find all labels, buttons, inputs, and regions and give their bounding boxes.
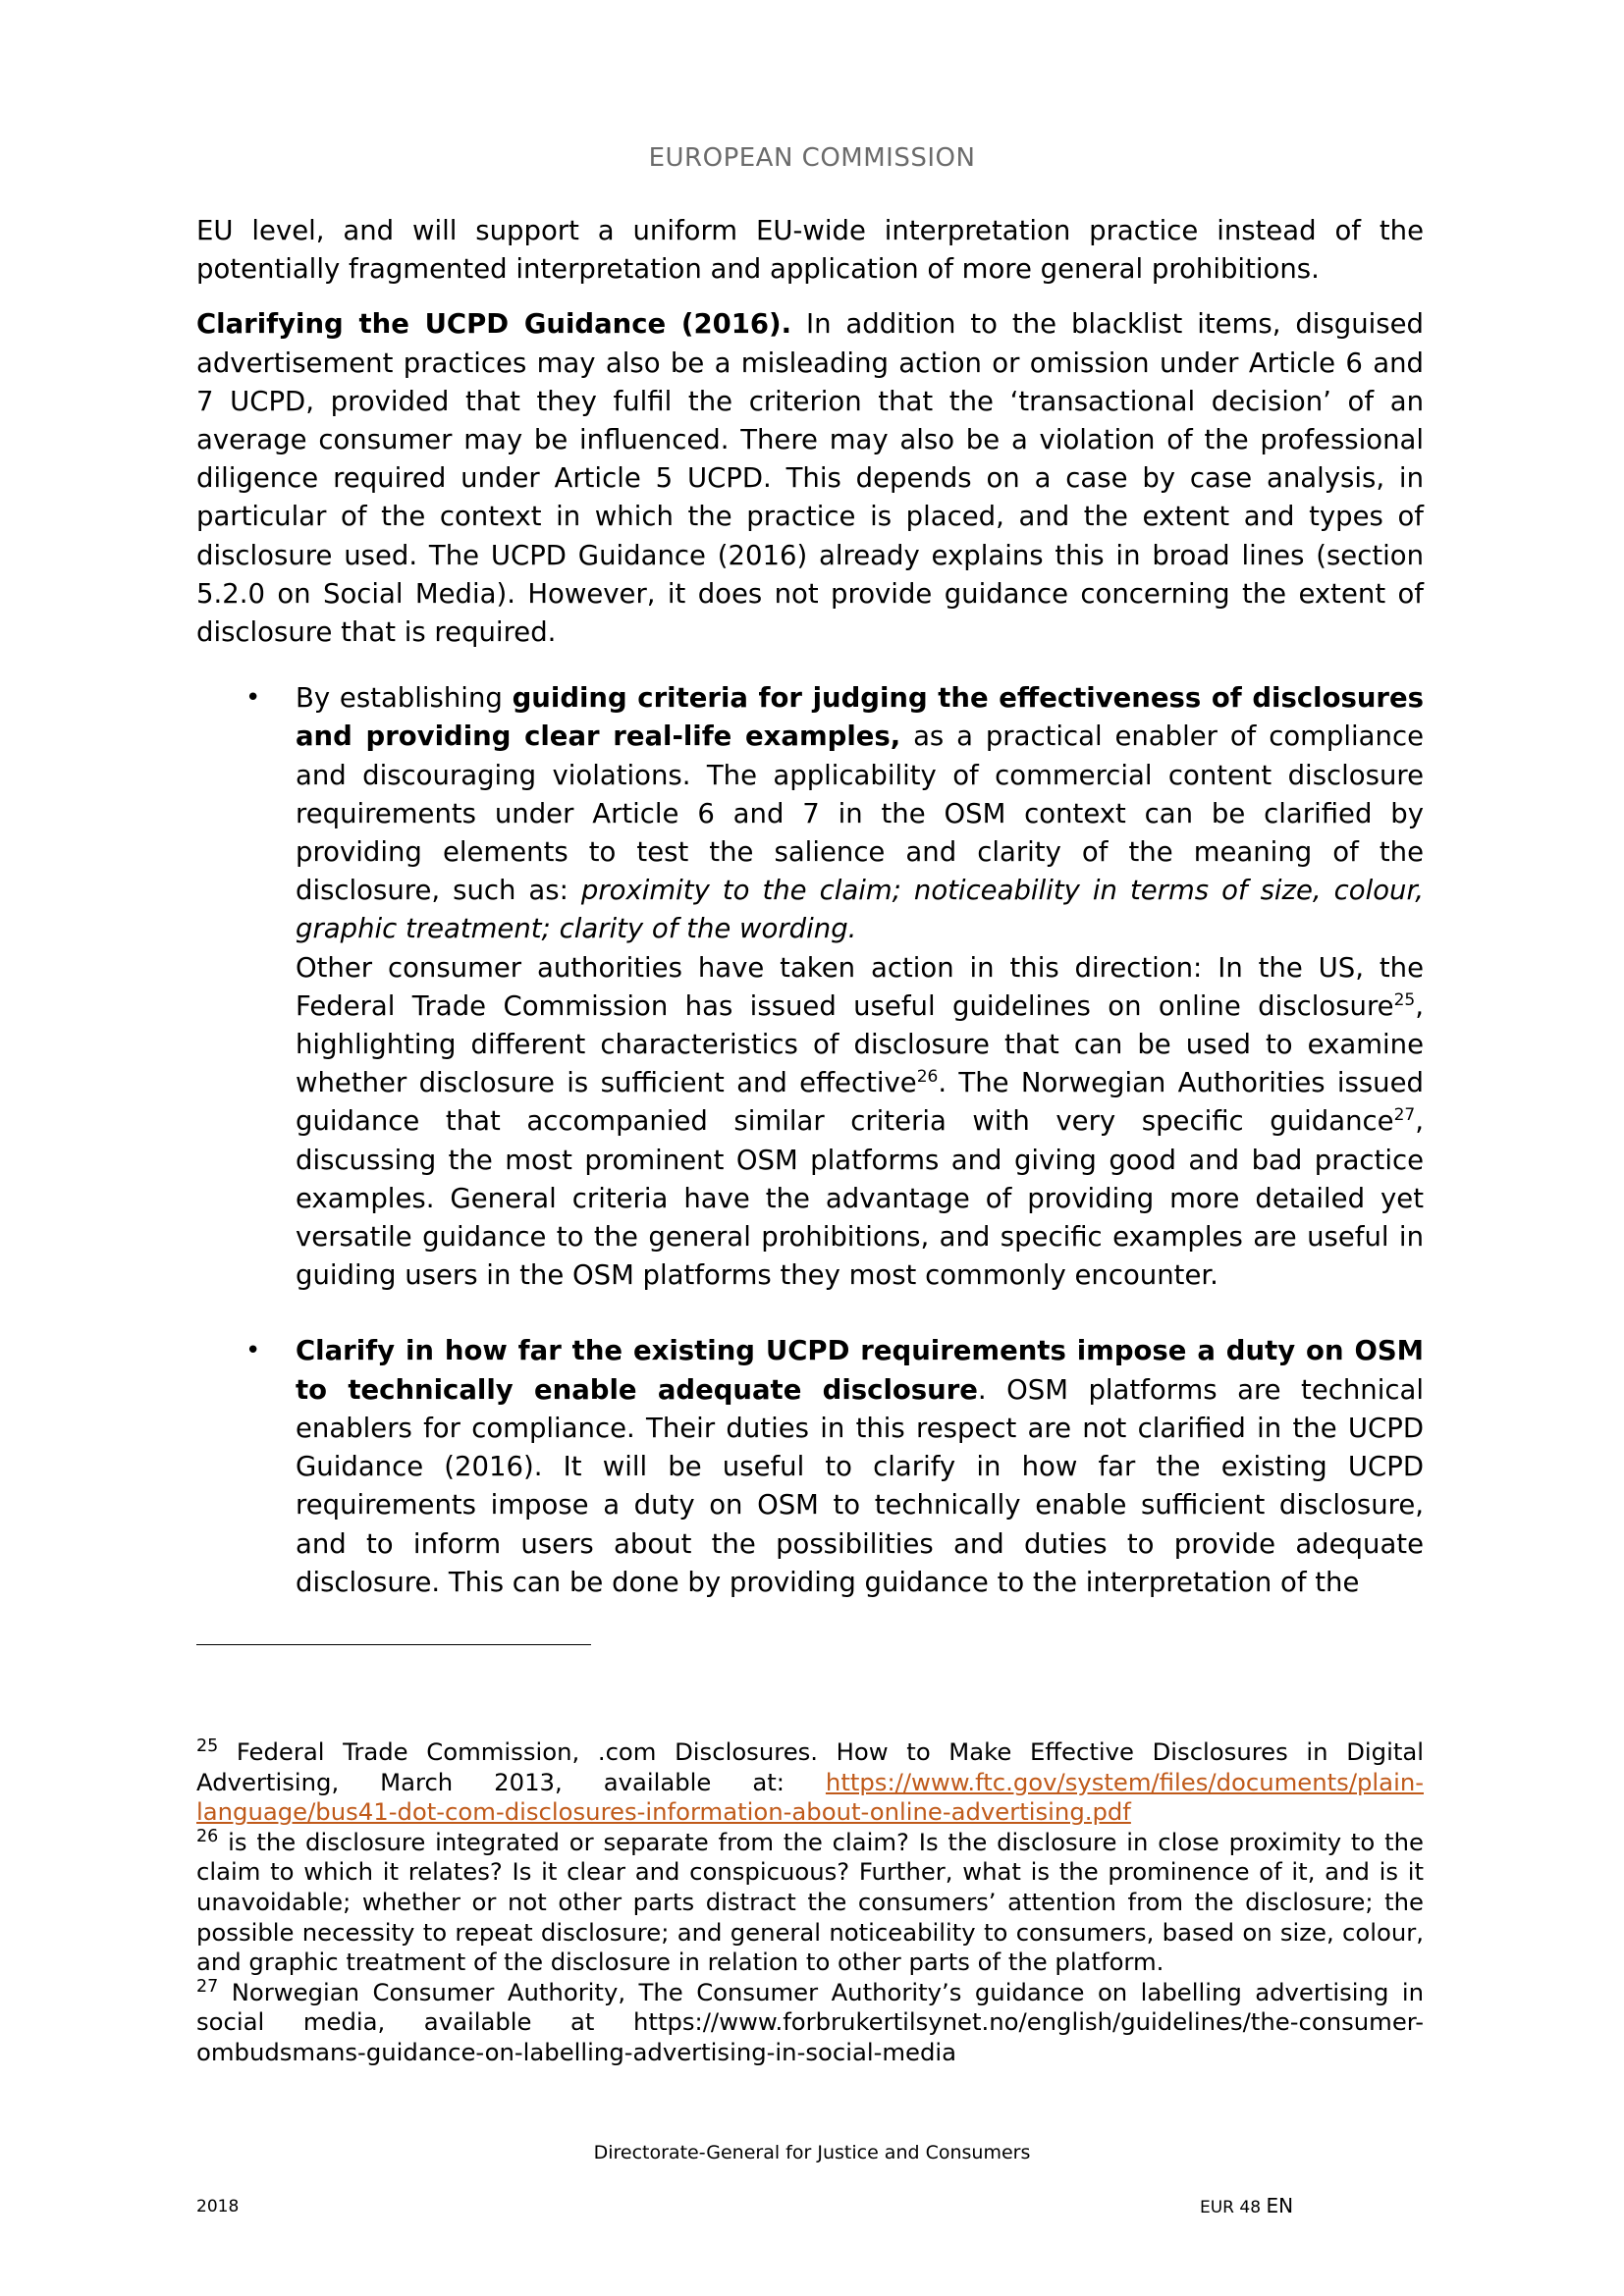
bullet-bold-text: guiding criteria for judging the effectiveness of disclosures and providing clear real-life examples, bbox=[296, 682, 1424, 753]
footnote-25 bbox=[196, 1737, 1424, 1828]
bullet-icon: • bbox=[245, 683, 261, 714]
footnote-number: 25 bbox=[196, 1735, 219, 1756]
paragraph-continuation: EU level, and will support a uniform EU-wide interpretation practice instead of the potentially fragmented interpretation and application of more general prohibitions. bbox=[196, 215, 1424, 286]
bullet-icon: • bbox=[245, 1336, 261, 1366]
footnote-ref-27[interactable]: 27 bbox=[1393, 1105, 1416, 1126]
bullet-list bbox=[196, 679, 1424, 1602]
footer-year: 2018 bbox=[196, 2197, 240, 2216]
footnote-number: 27 bbox=[196, 1976, 219, 1997]
paragraph-ucpd-guidance bbox=[196, 305, 1424, 652]
paragraph-text: In addition to the blacklist items, disguised advertisement practices may also be a misleading action or omission under Article 6 and 7 UCPD, provided that they fulfil the criterion that the ‘transactional decision’ of an average consumer may be influenced. There may also be a violation of the professional diligence required under Article 5 UCPD. This depends on a case by case analysis, in particular of the context in which the practice is placed, and the extent and types of disclosure used. The UCPD Guidance (2016) already explains this in broad lines (section 5.2.0 on Social Media). However, it does not provide guidance concerning the extent of disclosure that is required. bbox=[196, 308, 1424, 649]
footnote-27 bbox=[196, 1978, 1424, 2068]
bullet-paragraph-2 bbox=[296, 949, 1424, 1296]
language-code: EN bbox=[1266, 2194, 1294, 2217]
footnotes bbox=[196, 1737, 1424, 2068]
bullet-text: . OSM platforms are technical enablers for compliance. Their duties in this respect are not clarified in the UCPD Guidance (2016). It will be useful to clarify in how far the existing UCPD requirements impose a duty on OSM to technically enable sufficient disclosure, and to inform users about the possibilities and duties to provide adequate disclosure. This can be done by providing guidance to the interpretation of the bbox=[296, 1373, 1424, 1598]
footnote-text: is the disclosure integrated or separate from the claim? Is the disclosure in close proximity to the claim to which it relates? Is it clear and conspicuous? Further, what is the prominence of it, and is it unavoidable; whether or not other parts distract the consumers’ attention from the disclosure; the possible necessity to repeat disclosure; and general noticeability to consumers, based on size, colour, and graphic treatment of the disclosure in relation to other parts of the platform. bbox=[196, 1827, 1424, 1977]
footnote-26 bbox=[196, 1828, 1424, 1978]
bullet-item-technical-duty bbox=[196, 1332, 1424, 1601]
footnote-ref-26[interactable]: 26 bbox=[916, 1067, 939, 1088]
ftc-disclosures-link[interactable]: https://www.ftc.gov/system/files/documents/plain-language/bus41-dot-com-disclosures-information-about-online-advertising.pdf bbox=[196, 1767, 1424, 1827]
bullet-text-segment: Other consumer authorities have taken action in this direction: In the US, the Federal Trade Commission has issued useful guidelines on online disclosure bbox=[296, 951, 1424, 1022]
page-header: EUROPEAN COMMISSION bbox=[648, 143, 976, 173]
footnote-text: Norwegian Consumer Authority, The Consumer Authority’s guidance on labelling advertising in social media, available at https://www.forbrukertilsynet.no/english/guidelines/the-consumer-ombudsmans-guidance-on-labelling-advertising-in-social-media bbox=[196, 1977, 1424, 2066]
footnote-ref-25[interactable]: 25 bbox=[1393, 989, 1416, 1010]
bullet-paragraph-1 bbox=[296, 1332, 1424, 1601]
bullet-text-segment: , discussing the most prominent OSM platforms and giving good and bad practice examples. General criteria have the advantage of providing more detailed yet versatile guidance to the general prohibitions, and specific examples are useful in guiding users in the OSM platforms they most commonly encounter. bbox=[296, 1105, 1424, 1292]
footnote-text: Federal Trade Commission, .com Disclosures. How to Make Effective Disclosures in Digital Advertising, March 2013, available at: bbox=[196, 1737, 1424, 1796]
body-text bbox=[196, 212, 1424, 1639]
bullet-text: as a practical enabler of compliance and discouraging violations. The applicability of commercial content disclosure requirements under Article 6 and 7 in the OSM context can be clarified by providing elements to test the salience and clarity of the meaning of the disclosure, such as: bbox=[296, 721, 1424, 907]
bullet-italic-text: proximity to the claim; noticeability in terms of size, colour, graphic treatment; clarity of the wording. bbox=[296, 875, 1424, 945]
bullet-text-segment: , highlighting different characteristics of disclosure that can be used to examine whether disclosure is sufficient and effective bbox=[296, 989, 1424, 1099]
footer-directorate: Directorate-General for Justice and Consumers bbox=[593, 2142, 1031, 2163]
bullet-bold-text: Clarify in how far the existing UCPD requirements impose a duty on OSM to technically enable adequate disclosure bbox=[296, 1335, 1424, 1406]
paragraph-heading: Clarifying the UCPD Guidance (2016). bbox=[196, 308, 792, 341]
footnote-number: 26 bbox=[196, 1826, 219, 1846]
footnote-separator bbox=[196, 1644, 591, 1645]
footer-page-reference bbox=[1200, 2194, 1293, 2217]
bullet-text-segment: . The Norwegian Authorities issued guidance that accompanied similar criteria with very specific guidance bbox=[296, 1067, 1424, 1138]
bullet-paragraph-1 bbox=[296, 679, 1424, 948]
bullet-item-guiding-criteria bbox=[196, 679, 1424, 1295]
bullet-lead-text: By establishing bbox=[296, 682, 513, 715]
page-number: EUR 48 bbox=[1200, 2198, 1262, 2217]
